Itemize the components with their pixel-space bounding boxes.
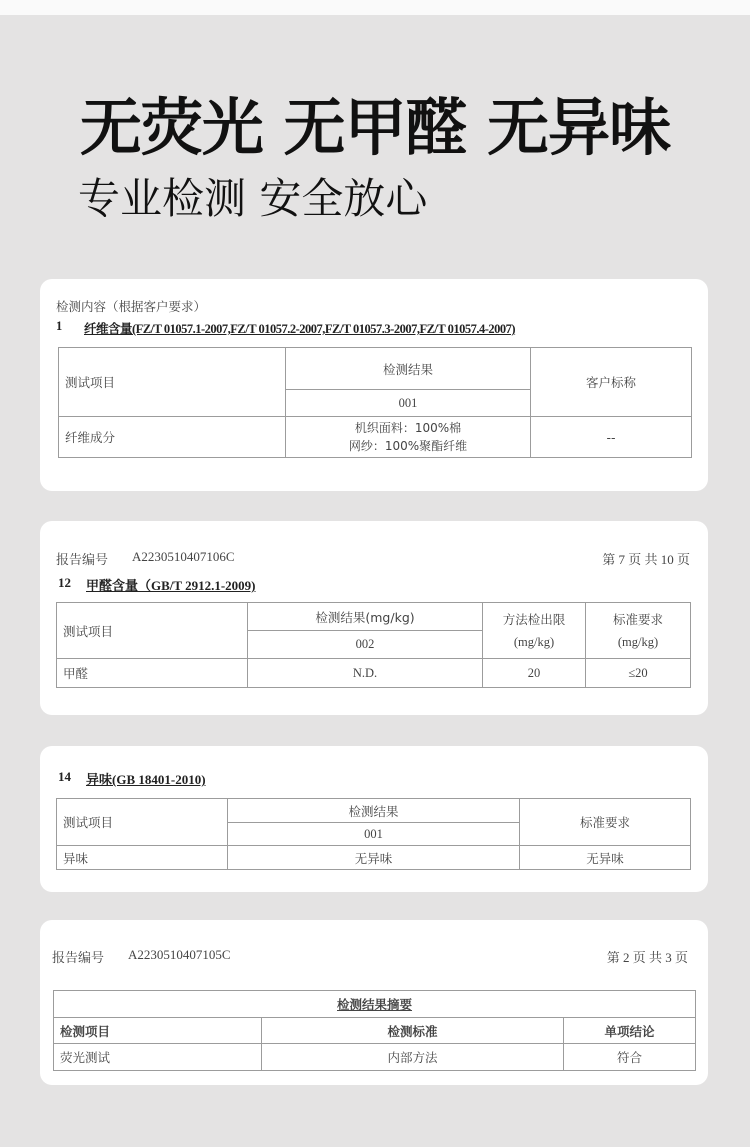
formaldehyde-table [56, 602, 691, 688]
fluorescence-head-item: 检测项目 [54, 1018, 262, 1044]
formaldehyde-head-item: 测试项目 [57, 603, 248, 659]
fiber-row-item: 纤维成分 [59, 417, 286, 458]
formaldehyde-report-no-label: 报告编号 [56, 553, 109, 568]
fiber-section-no: 1 [56, 319, 63, 333]
fiber-table [58, 347, 692, 458]
top-strip [0, 0, 750, 15]
fiber-row-result [286, 417, 531, 458]
odor-row-std: 无异味 [520, 846, 691, 870]
fiber-row-result-line2: 网纱：100%聚酯纤维 [348, 439, 468, 453]
fiber-head-result: 检测结果 [286, 348, 531, 390]
formaldehyde-row-item: 甲醛 [57, 659, 248, 688]
fluorescence-row-result: 符合 [564, 1044, 696, 1071]
fluorescence-head-result: 单项结论 [564, 1018, 696, 1044]
odor-report-card [40, 746, 708, 892]
formaldehyde-section-no: 12 [58, 575, 71, 590]
fiber-report-intro: 检测内容（根据客户要求） [56, 299, 207, 314]
odor-section-no: 14 [58, 769, 71, 784]
fiber-report-card [40, 279, 708, 491]
odor-head-item: 测试项目 [57, 799, 228, 846]
odor-table [56, 798, 691, 870]
fluorescence-page-info: 第 2 页 共 3 页 [606, 950, 688, 965]
formaldehyde-section-title: 甲醛含量（GB/T 2912.1-2009) [86, 578, 256, 593]
hero-subtitle: 专业检测 安全放心 [78, 174, 428, 223]
fluorescence-report-card [40, 920, 708, 1085]
formaldehyde-head-limit-line1: 方法检出限 [502, 611, 566, 627]
fluorescence-row-std: 内部方法 [262, 1044, 564, 1071]
formaldehyde-report-card [40, 521, 708, 715]
formaldehyde-head-result: 检测结果(mg/kg) [248, 603, 483, 631]
formaldehyde-head-std-line2: (mg/kg) [617, 634, 659, 649]
fluorescence-summary-title [54, 991, 696, 1018]
odor-head-sample: 001 [228, 823, 520, 846]
fluorescence-report-no: A2230510407105C [128, 947, 231, 962]
formaldehyde-head-std-line1: 标准要求 [612, 611, 663, 627]
odor-row-item: 异味 [57, 846, 228, 870]
formaldehyde-report-no: A2230510407106C [132, 549, 235, 564]
fiber-section-title: 纤维含量(FZ/T 01057.1-2007,FZ/T 01057.2-2007,FZ/T 01057.3-2007,FZ/T 01057.4-2007) [84, 322, 516, 336]
odor-head-std: 标准要求 [520, 799, 691, 846]
fiber-row-result-line1: 机织面料：100%棉 [354, 421, 462, 435]
fiber-row-label: -- [531, 417, 692, 458]
odor-section-title: 异味(GB 18401-2010) [86, 772, 206, 787]
odor-row-result: 无异味 [228, 846, 520, 870]
fiber-head-item: 测试项目 [59, 348, 286, 417]
formaldehyde-head-limit-line2: (mg/kg) [513, 634, 555, 649]
odor-head-result: 检测结果 [228, 799, 520, 823]
fluorescence-row-item: 荧光测试 [54, 1044, 262, 1071]
fluorescence-summary-title-text: 检测结果摘要 [337, 997, 413, 1012]
formaldehyde-head-std [586, 603, 691, 659]
formaldehyde-row-std: ≤20 [586, 659, 691, 688]
formaldehyde-row-result: N.D. [248, 659, 483, 688]
fluorescence-table [53, 990, 696, 1071]
fluorescence-head-std: 检测标准 [262, 1018, 564, 1044]
formaldehyde-row-limit: 20 [483, 659, 586, 688]
formaldehyde-head-sample: 002 [248, 631, 483, 659]
hero-title: 无荧光 无甲醛 无异味 [79, 91, 671, 164]
formaldehyde-head-limit [483, 603, 586, 659]
fiber-head-sample: 001 [286, 390, 531, 417]
fiber-head-label: 客户标称 [531, 348, 692, 417]
formaldehyde-page-info: 第 7 页 共 10 页 [602, 552, 690, 567]
fluorescence-report-no-label: 报告编号 [52, 951, 105, 966]
